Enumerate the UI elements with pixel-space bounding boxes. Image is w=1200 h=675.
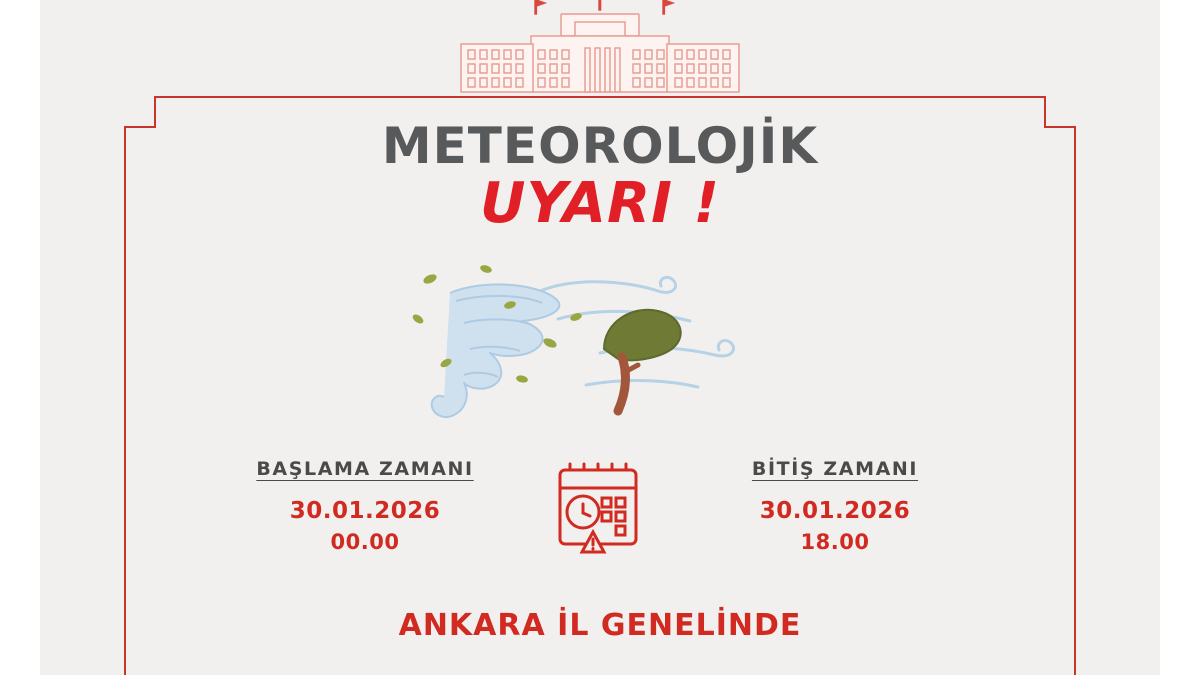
end-time-label: BİTİŞ ZAMANI xyxy=(751,458,919,481)
start-date-value: 30.01.2026 xyxy=(289,498,441,525)
region-text: ANKARA İL GENELİNDE xyxy=(398,608,802,644)
page-title: METEOROLOJİK xyxy=(381,117,819,175)
end-hour-value: 18.00 xyxy=(800,530,870,555)
start-time-label: BAŞLAMA ZAMANI xyxy=(256,458,474,481)
warning-card xyxy=(124,96,1076,675)
start-time-block xyxy=(205,458,525,554)
parliament-building-icon xyxy=(435,0,765,97)
right-gutter xyxy=(1160,0,1200,675)
warning-poster xyxy=(40,0,1160,675)
left-gutter xyxy=(0,0,40,675)
calendar-clock-warning-icon xyxy=(525,458,675,560)
start-hour-value: 00.00 xyxy=(330,530,400,555)
storm-wind-tree-icon xyxy=(126,257,1074,432)
end-date-value: 30.01.2026 xyxy=(759,498,911,525)
time-row xyxy=(126,458,1074,560)
page-subtitle: UYARI ! xyxy=(480,170,720,236)
end-time-block xyxy=(675,458,995,554)
